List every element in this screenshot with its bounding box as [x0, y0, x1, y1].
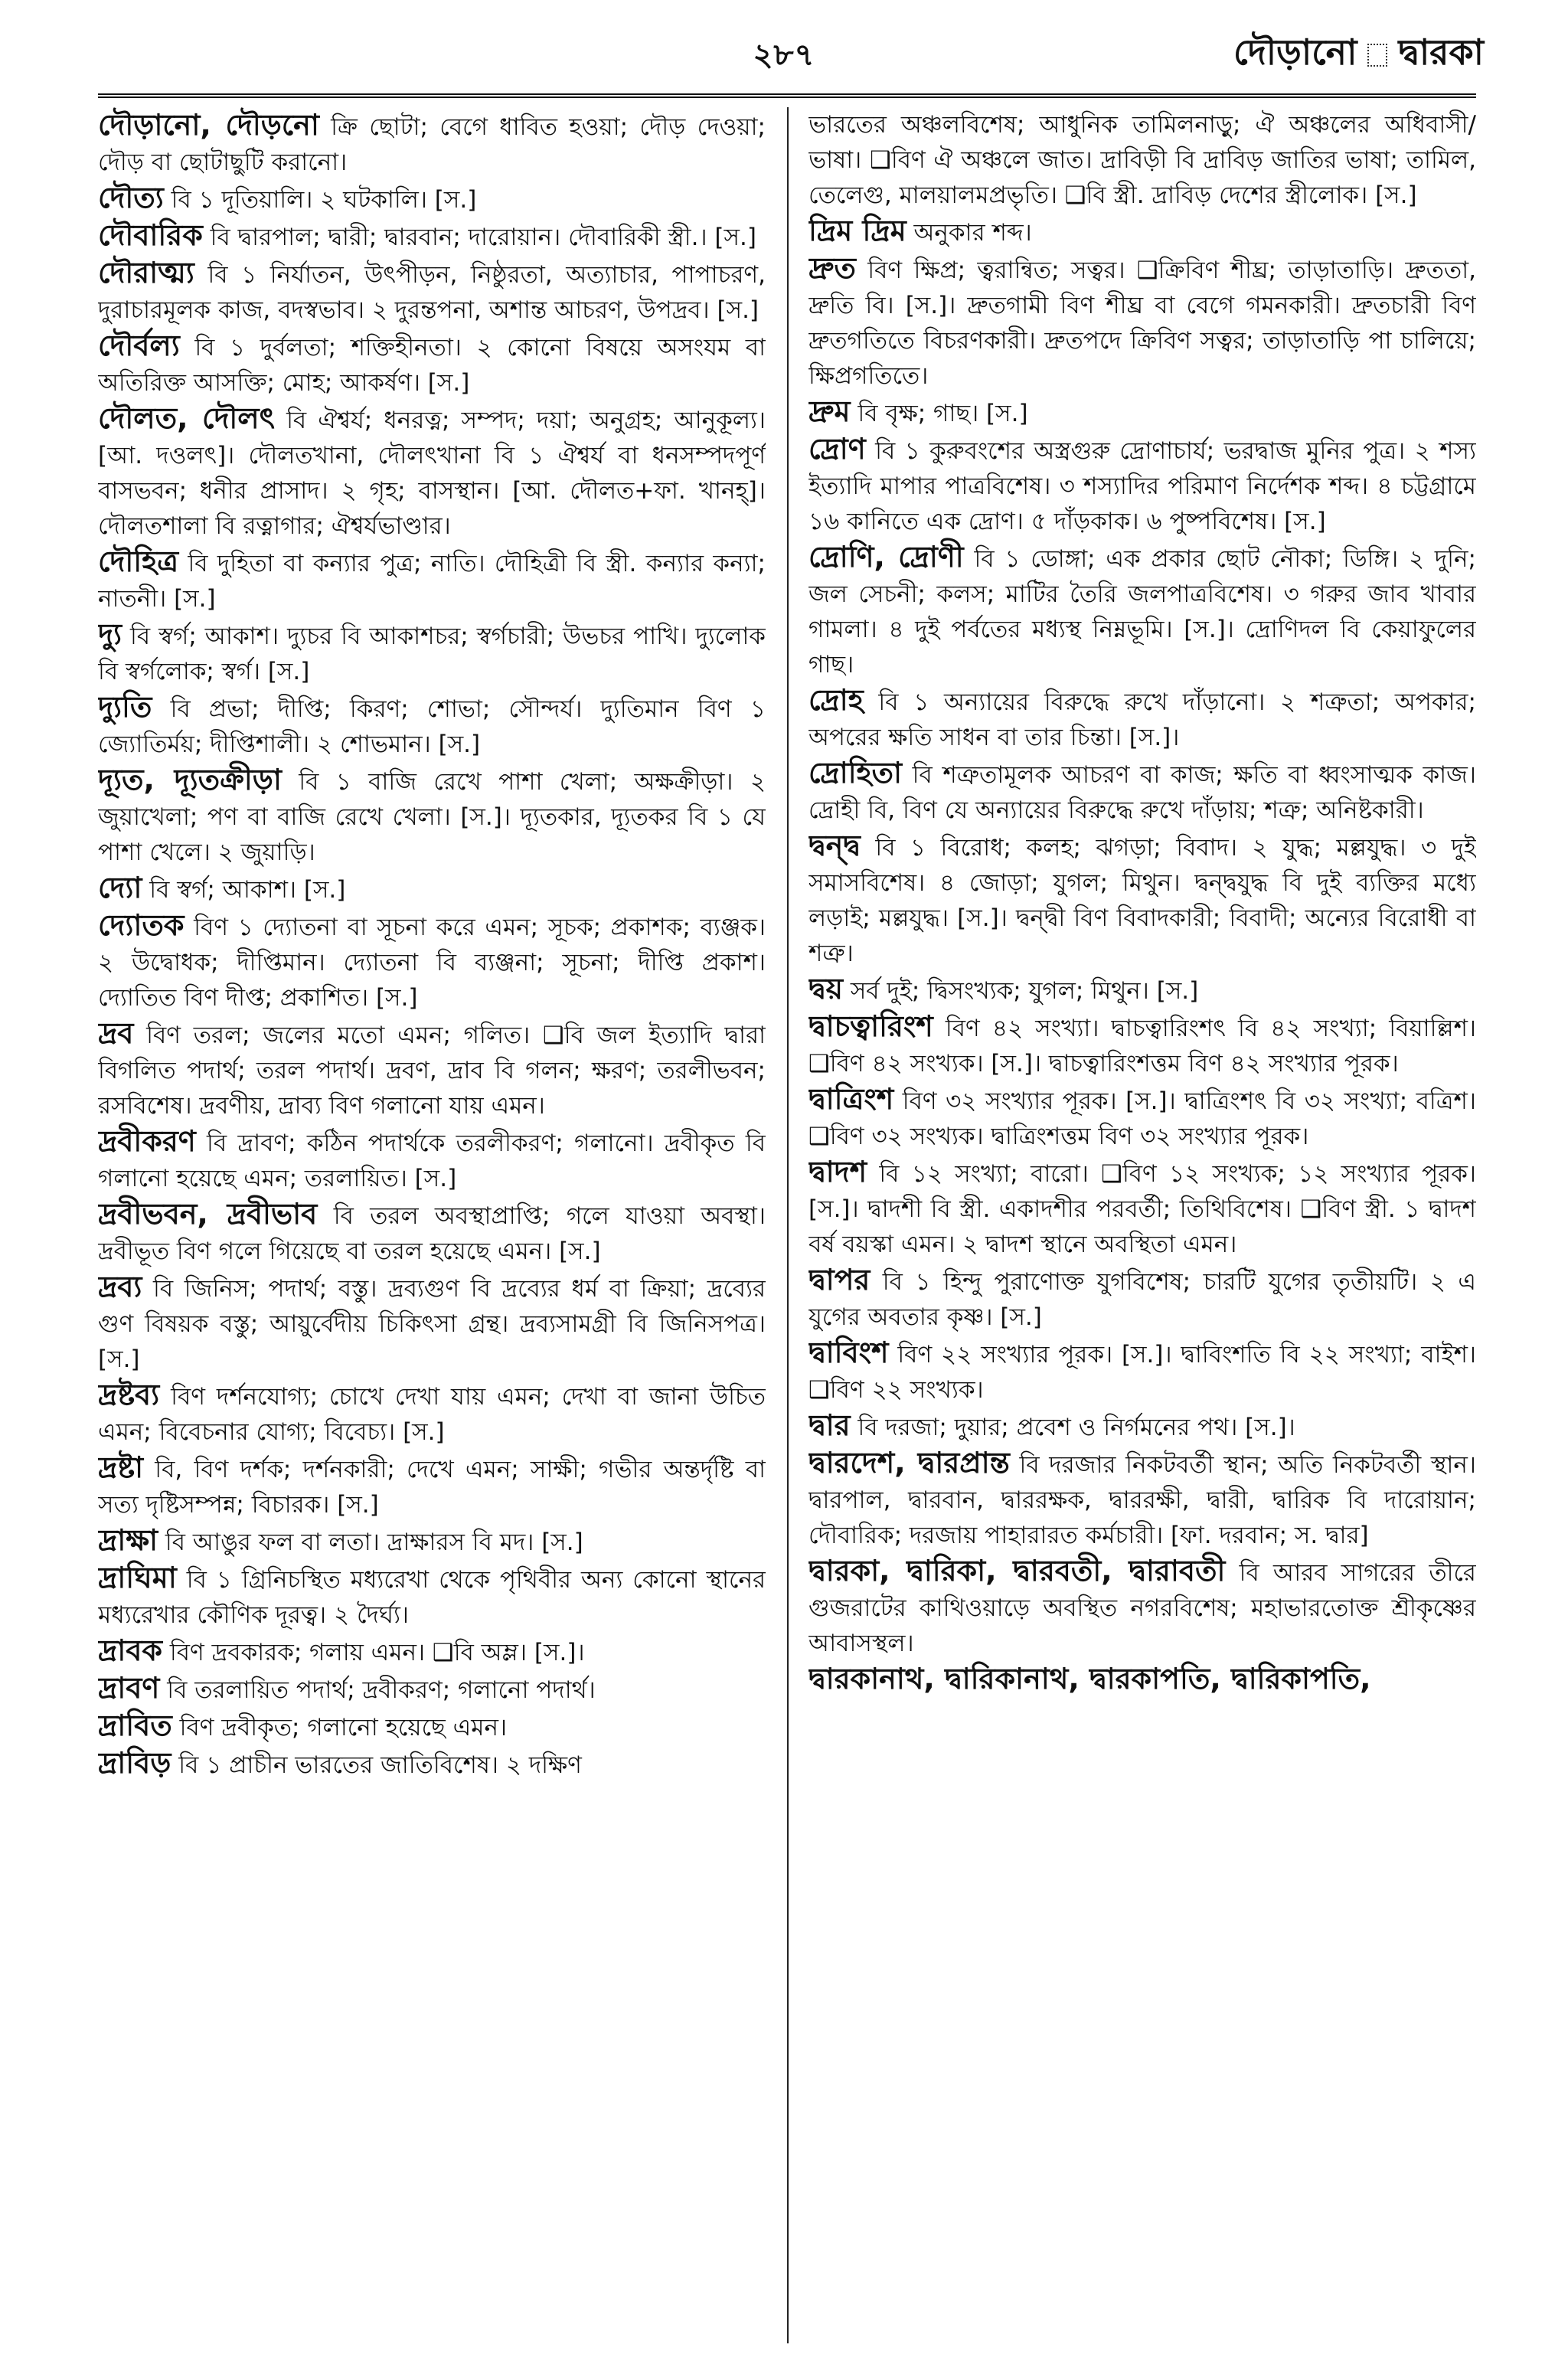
- guide-word-first: দৌড়ানো: [1233, 31, 1357, 73]
- entry-headword: দৌরাত্ম্য: [98, 256, 194, 289]
- entry-headword: দ্রোণ: [808, 432, 866, 466]
- entry-definition: বিণ দ্রবীকৃত; গলানো হয়েছে এমন।: [172, 1714, 508, 1741]
- entry-headword: দৌড়ানো, দৌড়নো: [98, 108, 319, 142]
- page-number: ২৮৭: [753, 38, 815, 73]
- entry-headword: দ্যোতক: [98, 908, 185, 942]
- entry-definition: বি স্বর্গ; আকাশ। দ্যুচর বি আকাশচর; স্বর্গচারী; উভচর পাখি। দ্যুলোক বি স্বর্গলোক; স্বর্গ। [স.]: [98, 623, 766, 685]
- dictionary-entry: [808, 971, 1476, 1009]
- entry-definition: বি দরজার নিকটবর্তী স্থান; অতি নিকটবর্তী স্থান। দ্বারপাল, দ্বারবান, দ্বাররক্ষক, দ্বাররক্ষী, দ্বারী, দ্বারিক বি দারোয়ান; দৌবারিক; দরজায় পাহারারত কর্মচারী। [ফা. দরবান; স. দ্বার]: [808, 1451, 1476, 1549]
- entry-definition: বি দ্বারপাল; দ্বারী; দ্বারবান; দারোয়ান। দৌবারিকী স্ত্রী.। [স.]: [202, 224, 756, 251]
- dictionary-entry: [98, 255, 766, 328]
- dictionary-entry: [808, 1081, 1476, 1154]
- entry-headword: দ্রষ্টব্য: [98, 1378, 160, 1411]
- entry-definition: অনুকার শব্দ।: [906, 219, 1032, 247]
- entry-definition: বিণ ৩২ সংখ্যার পূরক। [স.]। দ্বাত্রিংশৎ বি ৩২ সংখ্যা; বত্রিশ। ❑বিণ ৩২ সংখ্যক। দ্বাত্রিংশত্তম বিণ ৩২ সংখ্যার পূরক।: [808, 1087, 1476, 1150]
- dictionary-entry: [808, 394, 1476, 431]
- column-divider: [787, 107, 789, 2343]
- dictionary-entry: [98, 1123, 766, 1196]
- dictionary-entry: [98, 107, 766, 180]
- entry-headword: দ্রাঘিমা: [98, 1561, 177, 1594]
- entry-definition: বিণ ২২ সংখ্যার পূরক। [স.]। দ্বাবিংশতি বি ২২ সংখ্যা; বাইশ। ❑বিণ ২২ সংখ্যক।: [808, 1341, 1476, 1404]
- entry-definition: বি ১ দুর্বলতা; শক্তিহীনতা। ২ কোনো বিষয়ে অসংযম বা অতিরিক্ত আসক্তি; মোহ; আকর্ষণ। [স.]: [98, 334, 766, 397]
- dictionary-entry: [98, 907, 766, 1015]
- entry-headword: দৌবারিক: [98, 218, 203, 252]
- entry-definition: বি ১ দূতিয়ালি। ২ ঘটকালি। [স.]: [163, 186, 477, 214]
- entry-definition: বি ১ কুরুবংশের অস্ত্রগুরু দ্রোণাচার্য; ভরদ্বাজ মুনির পুত্র। ২ শস্য ইত্যাদি মাপার পাত্রবিশেষ। ৩ শস্যাদির পরিমাণ নির্দেশক শব্দ। ৪ চট্টগ্রামে ১৬ কানিতে এক দ্রোণ। ৫ দাঁড়কাক। ৬ পুষ্পবিশেষ। [স.]: [808, 437, 1476, 535]
- dictionary-entry: [808, 1553, 1476, 1661]
- entry-headword: দৌত্য: [98, 181, 164, 214]
- entry-definition: বিণ ক্ষিপ্র; ত্বরান্বিত; সত্বর। ❑ক্রিবিণ শীঘ্র; তাড়াতাড়ি। দ্রুততা, দ্রুতি বি। [স.]। দ্রুতগামী বিণ শীঘ্র বা বেগে গমনকারী। দ্রুতচারী বিণ দ্রুতগতিতে বিচরণকারী। দ্রুতপদে ক্রিবিণ সত্বর; তাড়াতাড়ি পা চালিয়ে; ক্ষিপ্রগতিতে।: [808, 257, 1476, 390]
- dictionary-entry: [98, 616, 766, 689]
- right-column: [808, 107, 1476, 2343]
- dictionary-entry: [98, 1745, 766, 1783]
- entry-definition: বি ১ গ্রিনিচস্থিত মধ্যরেখা থেকে পৃথিবীর অন্য কোনো স্থানের মধ্যরেখার কৌণিক দূরত্ব। ২ দৈর্ঘ্য।: [98, 1566, 766, 1629]
- dictionary-entry: [808, 1154, 1476, 1262]
- entry-headword: দ্রবীকরণ: [98, 1124, 196, 1158]
- entry-headword: দ্বাবিংশ: [808, 1336, 889, 1369]
- dictionary-entry: [98, 1670, 766, 1708]
- dictionary-entry: [808, 1445, 1476, 1553]
- entry-headword: দৌলত, দৌলৎ: [98, 401, 275, 435]
- entry-headword: দৌর্বল্য: [98, 329, 180, 362]
- dictionary-entry: [808, 1408, 1476, 1445]
- entry-definition: ভারতের অঞ্চলবিশেষ; আধুনিক তামিলনাড়ু; ঐ অঞ্চলের অধিবাসী/ ভাষা। ❑বিণ ঐ অঞ্চলে জাত। দ্রাবিড়ী বি দ্রাবিড় জাতির ভাষা; তামিল, তেলেগু, মালয়ালমপ্রভৃতি। ❑বি স্ত্রী. দ্রাবিড় দেশের স্ত্রীলোক। [স.]: [808, 111, 1476, 209]
- entry-headword: দ্রব: [98, 1016, 134, 1050]
- entry-headword: দ্রোহ: [808, 683, 864, 717]
- entry-definition: বি ১২ সংখ্যা; বারো। ❑বিণ ১২ সংখ্যক; ১২ সংখ্যার পূরক। [স.]। দ্বাদশী বি স্ত্রী. একাদশীর পরবর্তী; তিথিবিশেষ। ❑বিণ স্ত্রী. ১ দ্বাদশ বর্ষ বয়স্কা এমন। ২ দ্বাদশ স্থানে অবস্থিতা এমন।: [808, 1160, 1476, 1258]
- entry-headword: দ্রব্য: [98, 1270, 142, 1303]
- entry-definition: বি তরল অবস্থাপ্রাপ্তি; গলে যাওয়া অবস্থা। দ্রবীভূত বিণ গলে গিয়েছে বা তরল হয়েছে এমন। [স.]: [98, 1202, 766, 1265]
- separator-box-icon: [1367, 44, 1387, 67]
- dictionary-entry: [808, 213, 1476, 250]
- entry-headword: দ্রাক্ষা: [98, 1523, 158, 1557]
- entry-definition: বি, বিণ দর্শক; দর্শনকারী; দেখে এমন; সাক্ষী; গভীর অন্তর্দৃষ্টি বা সত্য দৃষ্টিসম্পন্ন; বিচারক। [স.]: [98, 1456, 766, 1519]
- dictionary-entry: [98, 180, 766, 217]
- dictionary-entry: [98, 689, 766, 762]
- entry-definition: বিণ তরল; জলের মতো এমন; গলিত। ❑বি জল ইত্যাদি দ্বারা বিগলিত পদার্থ; তরল পদার্থ। দ্রবণ, দ্রাব বি গলন; ক্ষরণ; তরলীভবন; রসবিশেষ। দ্রবণীয়, দ্রাব্য বিণ গলানো যায় এমন।: [98, 1022, 766, 1120]
- entry-headword: দ্যু: [98, 617, 122, 651]
- entry-headword: দ্বন্দ্ব: [808, 829, 861, 862]
- entry-headword: দ্রোহিতা: [808, 756, 903, 790]
- dictionary-entry: [98, 762, 766, 870]
- entry-headword: দ্যো: [98, 871, 142, 904]
- entry-headword: দ্রাবিত: [98, 1709, 172, 1742]
- entry-definition: বি বৃক্ষ; গাছ। [স.]: [850, 400, 1028, 427]
- entry-definition: বি স্বর্গ; আকাশ। [স.]: [142, 876, 346, 904]
- dictionary-entry: [98, 217, 766, 255]
- dictionary-entry: [98, 1015, 766, 1123]
- left-column: [98, 107, 766, 2343]
- entry-headword: দ্বাপর: [808, 1263, 871, 1297]
- dictionary-entry: [98, 1377, 766, 1450]
- entry-definition: বি জিনিস; পদার্থ; বস্তু। দ্রব্যগুণ বি দ্রব্যের ধর্ম বা ক্রিয়া; দ্রব্যের গুণ বিষয়ক বস্তু; আয়ুর্বেদীয় চিকিৎসা গ্রন্থ। দ্রব্যসামগ্রী বি জিনিসপত্র। [স.]: [98, 1275, 766, 1373]
- dictionary-entry: [98, 1522, 766, 1560]
- entry-definition: বি ১ ডোঙ্গা; এক প্রকার ছোট নৌকা; ডিঙ্গি। ২ দুনি; জল সেচনী; কলস; মাটির তৈরি জলপাত্রবিশেষ। ৩ গরুর জাব খাবার গামলা। ৪ দুই পর্বতের মধ্যস্থ নিম্নভূমি। [স.]। দ্রোণিদল বি কেয়াফুলের গাছ।: [808, 545, 1476, 679]
- entry-headword: দ্রুম: [808, 394, 851, 428]
- dictionary-entry: [808, 1661, 1476, 1699]
- entry-headword: দ্যুতি: [98, 690, 152, 724]
- entry-headword: দ্যূত, দ্যূতক্রীড়া: [98, 763, 282, 796]
- entry-definition: বি ১ নির্যাতন, উৎপীড়ন, নিষ্ঠুরতা, অত্যাচার, পাপাচরণ, দুরাচারমূলক কাজ, বদস্বভাব। ২ দুরন্তপনা, অশান্ত আচরণ, উপদ্রব। [স.]: [98, 261, 766, 324]
- dictionary-entry: [98, 328, 766, 401]
- entry-headword: দ্রাবণ: [98, 1671, 160, 1705]
- dictionary-entry: [808, 755, 1476, 828]
- dictionary-entry: [808, 1335, 1476, 1408]
- dictionary-entry: [98, 870, 766, 907]
- dictionary-entry: [808, 1262, 1476, 1335]
- entry-definition: বিণ দর্শনযোগ্য; চোখে দেখা যায় এমন; দেখা বা জানা উচিত এমন; বিবেচনার যোগ্য; বিবেচ্য। [স.]: [98, 1383, 766, 1446]
- entry-definition: বি আরব সাগরের তীরে গুজরাটের কাথিওয়াড়ে অবস্থিত নগরবিশেষ; মহাভারতোক্ত শ্রীকৃষ্ণের আবাসস্থল।: [808, 1559, 1476, 1657]
- entry-headword: দ্বাত্রিংশ: [808, 1082, 894, 1116]
- entry-definition: বি ১ বিরোধ; কলহ; ঝগড়া; বিবাদ। ২ যুদ্ধ; মল্লযুদ্ধ। ৩ দুই সমাসবিশেষ। ৪ জোড়া; যুগল; মিথুন। দ্বন্দ্বযুদ্ধ বি দুই ব্যক্তির মধ্যে লড়াই; মল্লযুদ্ধ। [স.]। দ্বন্দ্বী বিণ বিবাদকারী; বিবাদী; অন্যের বিরোধী বা শত্রু।: [808, 834, 1476, 967]
- entry-definition: বিণ ১ দ্যোতনা বা সূচনা করে এমন; সূচক; প্রকাশক; ব্যঞ্জক। ২ উদ্বোধক; দীপ্তিমান। দ্যোতনা বি ব্যঞ্জনা; সূচনা; দীপ্তি প্রকাশ। দ্যোতিত বিণ দীপ্ত; প্রকাশিত। [স.]: [98, 914, 766, 1012]
- entry-headword: দ্রাবক: [98, 1633, 163, 1667]
- running-head: [1233, 26, 1484, 84]
- entry-definition: বি ১ হিন্দু পুরাণোক্ত যুগবিশেষ; চারটি যুগের তৃতীয়টি। ২ এ যুগের অবতার কৃষ্ণ। [স.]: [808, 1268, 1476, 1331]
- dictionary-entry: [98, 544, 766, 616]
- entry-definition: বি ঐশ্বর্য; ধনরত্ন; সম্পদ; দয়া; অনুগ্রহ; আনুকূল্য। [আ. দওলৎ]। দৌলতখানা, দৌলৎখানা বি ১ ঐশ্বর্য বা ধনসম্পদপূর্ণ বাসভবন; ধনীর প্রাসাদ। ২ গৃহ; বাসস্থান। [আ. দৌলত+ফা. খানহ্]। দৌলতশালা বি রত্নাগার; ঐশ্বর্যভাণ্ডার।: [98, 407, 766, 540]
- dictionary-entry: [98, 1450, 766, 1522]
- entry-definition: বি শত্রুতামূলক আচরণ বা কাজ; ক্ষতি বা ধ্বংসাত্মক কাজ। দ্রোহী বি, বিণ যে অন্যায়ের বিরুদ্ধে রুখে দাঁড়ায়; শত্রু; অনিষ্টকারী।: [808, 761, 1476, 824]
- entry-headword: দ্রবীভবন, দ্রবীভাব: [98, 1197, 318, 1231]
- dictionary-entry: [98, 401, 766, 544]
- dictionary-entry: [98, 1708, 766, 1745]
- entry-definition: বি প্রভা; দীপ্তি; কিরণ; শোভা; সৌন্দর্য। দ্যুতিমান বিণ ১ জ্যোতির্ময়; দীপ্তিশালী। ২ শোভমান। [স.]: [98, 695, 766, 758]
- entry-headword: দ্বয়: [808, 972, 843, 1006]
- entry-headword: দ্বারকানাথ, দ্বারিকানাথ, দ্বারকাপতি, দ্বারিকাপতি,: [808, 1662, 1371, 1695]
- dictionary-entry: [98, 1560, 766, 1633]
- entry-headword: দ্বাদশ: [808, 1155, 867, 1189]
- entry-headword: দ্বার: [808, 1408, 851, 1442]
- entry-definition: বি ১ অন্যায়ের বিরুদ্ধে রুখে দাঁড়ানো। ২ শত্রুতা; অপকার; অপরের ক্ষতি সাধন বা তার চিন্তা। [স.]।: [808, 688, 1476, 751]
- entry-headword: দ্রুত: [808, 251, 856, 285]
- header-rule: [98, 93, 1476, 98]
- dictionary-entry: [98, 1633, 766, 1670]
- dictionary-entry: [808, 250, 1476, 394]
- entry-definition: ক্রি ছোটা; বেগে ধাবিত হওয়া; দৌড় দেওয়া; দৌড় বা ছোটাছুটি করানো।: [98, 113, 766, 176]
- dictionary-entry: [808, 682, 1476, 755]
- entry-definition: বি আঙুর ফল বা লতা। দ্রাক্ষারস বি মদ। [স.]: [158, 1529, 583, 1556]
- dictionary-entry: [808, 828, 1476, 971]
- entry-definition: বিণ দ্রবকারক; গলায় এমন। ❑বি অম্ল। [স.]।: [162, 1639, 585, 1666]
- dictionary-entry: [808, 539, 1476, 682]
- dictionary-entry: [98, 1269, 766, 1377]
- dictionary-entry: [808, 107, 1476, 213]
- entry-definition: বি দরজা; দুয়ার; প্রবেশ ও নির্গমনের পথ। [স.]।: [850, 1414, 1295, 1441]
- entry-definition: সর্ব দুই; দ্বিসংখ্যক; যুগল; মিথুন। [স.]: [842, 977, 1199, 1005]
- dictionary-entry: [808, 1009, 1476, 1081]
- entry-definition: বি ১ প্রাচীন ভারতের জাতিবিশেষ। ২ দক্ষিণ: [171, 1751, 582, 1779]
- entry-headword: দ্রোণি, দ্রোণী: [808, 540, 964, 574]
- entry-headword: দ্বারদেশ, দ্বারপ্রান্ত: [808, 1446, 1010, 1480]
- entry-headword: দ্রষ্টা: [98, 1450, 144, 1484]
- entry-headword: দ্বারকা, দ্বারিকা, দ্বারবতী, দ্বারাবতী: [808, 1554, 1226, 1588]
- entry-definition: বিণ ৪২ সংখ্যা। দ্বাচত্বারিংশৎ বি ৪২ সংখ্যা; বিয়াল্লিশ। ❑বিণ ৪২ সংখ্যক। [স.]। দ্বাচত্বারিংশত্তম বিণ ৪২ সংখ্যার পূরক।: [808, 1015, 1476, 1077]
- dictionary-entry: [98, 1196, 766, 1269]
- guide-word-last: দ্বারকা: [1398, 31, 1484, 73]
- entry-headword: দ্বাচত্বারিংশ: [808, 1009, 933, 1043]
- entry-headword: দৌহিত্র: [98, 544, 179, 578]
- entry-definition: বি দ্রাবণ; কঠিন পদার্থকে তরলীকরণ; গলানো। দ্রবীকৃত বি গলানো হয়েছে এমন; তরলায়িত। [স.]: [98, 1130, 766, 1192]
- entry-headword: দ্রাবিড়: [98, 1746, 172, 1780]
- entry-definition: বি দুহিতা বা কন্যার পুত্র; নাতি। দৌহিত্রী বি স্ত্রী. কন্যার কন্যা; নাতনী। [স.]: [98, 550, 766, 613]
- entry-headword: দ্রিম দ্রিম: [808, 214, 906, 247]
- entry-definition: বি তরলায়িত পদার্থ; দ্রবীকরণ; গলানো পদার্থ।: [159, 1676, 596, 1704]
- dictionary-entry: [808, 431, 1476, 539]
- entry-definition: বি ১ বাজি রেখে পাশা খেলা; অক্ষক্রীড়া। ২ জুয়াখেলা; পণ বা বাজি রেখে খেলা। [স.]। দ্যূতকার, দ্যূতকর বি ১ যে পাশা খেলে। ২ জুয়াড়ি।: [98, 768, 766, 866]
